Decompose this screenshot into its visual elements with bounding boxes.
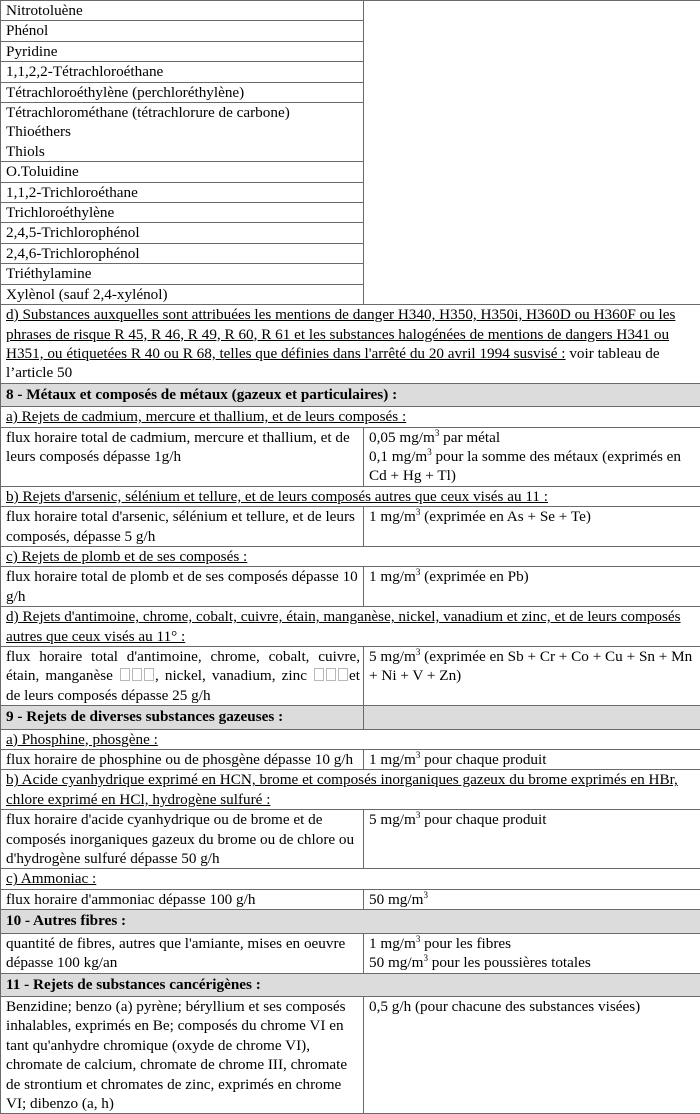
section-title: 9 - Rejets de diverses substances gazeuses : — [1, 706, 364, 729]
subsection-heading-row — [1, 770, 700, 810]
substance-name: Thioéthers — [6, 122, 360, 141]
missing-glyph-icon — [314, 668, 324, 681]
substance-name: O.Toluidine — [1, 162, 364, 182]
limit-row — [1, 933, 700, 973]
substance-name: Pyridine — [1, 41, 364, 61]
substance-name: Thiols — [6, 142, 360, 161]
condition-text: quantité de fibres, autres que l'amiante, mises en oeuvre dépasse 100 kg/an — [1, 933, 364, 973]
limit-value: 50 $mg/m^3$ — [364, 889, 700, 909]
limit-row — [1, 647, 700, 706]
condition-text: flux horaire d'ammoniac dépasse 100 g/h — [1, 889, 364, 909]
substance-name: Tétrachlorométhane (tétrachlorure de carbone) — [6, 103, 360, 122]
missing-glyph-icon — [338, 668, 348, 681]
limit-value — [364, 427, 700, 486]
condition-text: flux horaire d'acide cyanhydrique ou de brome et de composés inorganiques gazeux du brome ou de chlore ou d'hydrogène sulfuré dépasse 50 g/h — [1, 810, 364, 869]
condition-text: flux horaire total de cadmium, mercure et thallium, et de leurs composés dépasse 1g/h — [1, 427, 364, 486]
limit-line: 0,05 $mg/m^3$ par métal — [369, 428, 699, 447]
limit-row — [1, 996, 700, 1113]
missing-glyph-icon — [144, 668, 154, 681]
limit-value: 1 $mg/m^3$ (exprimée en As + Se + Te) — [364, 507, 700, 547]
subsection-heading: a) Phosphine, phosgène : — [6, 731, 158, 748]
limit-line: 0,1 $mg/m^3$ pour la somme des métaux (exprimés en Cd + Hg + Tl) — [369, 447, 699, 486]
substance-group — [1, 103, 364, 162]
section-title: 11 - Rejets de substances cancérigènes : — [1, 973, 700, 996]
subsection-heading-row — [1, 607, 700, 647]
limit-row — [1, 507, 700, 547]
limit-value: 1 $mg/m^3$ (exprimée en Pb) — [364, 567, 700, 607]
subsection-heading-row — [1, 407, 700, 427]
substance-name: Trichloroéthylène — [1, 203, 364, 223]
limit-row — [1, 750, 700, 770]
missing-glyph-icon — [132, 668, 142, 681]
subsection-heading: a) Rejets de cadmium, mercure et thallium, et de leurs composés : — [6, 408, 406, 425]
subsection-heading-row — [1, 486, 700, 506]
limit-row — [1, 889, 700, 909]
subsection-heading-row — [1, 869, 700, 889]
substance-name: Nitrotoluène — [1, 1, 364, 21]
subsection-heading: c) Ammoniac : — [6, 870, 96, 887]
limit-value: 5 $mg/m^3$ pour chaque produit — [364, 810, 700, 869]
condition-text: flux horaire de phosphine ou de phosgène dépasse 10 g/h — [1, 750, 364, 770]
cmr-heading: d) Substances auxquelles sont attribuées les mentions de danger H340, H350, H350i, H360D ou H360F ou les phrases de risque R 45, R 46, R 49, R 60, R 61 et les substances halogénées de mentions de dangers H341 ou H351, ou étiquetées R 40 ou R 68, telles que définies dans l'arrêté du 20 avril 1994 susvisé : — [6, 306, 675, 362]
section-header-9 — [1, 706, 700, 729]
limit-line: 50 $mg/m^3$ pour les poussières totales — [369, 953, 699, 972]
section-header-11 — [1, 973, 700, 996]
section-header-10 — [1, 910, 700, 933]
missing-glyph-icon — [326, 668, 336, 681]
substance-row — [1, 1, 700, 21]
section-header-8 — [1, 383, 700, 406]
substance-name: 2,4,5-Trichlorophénol — [1, 223, 364, 243]
subsection-heading-row — [1, 729, 700, 749]
limit-row — [1, 567, 700, 607]
cmr-substances-row — [1, 305, 700, 384]
section-title: 10 - Autres fibres : — [1, 910, 700, 933]
subsection-heading: b) Rejets d'arsenic, sélénium et tellure, et de leurs composés autres que ceux visés au 11 : — [6, 488, 548, 505]
substance-name: Triéthylamine — [1, 264, 364, 284]
cmr-reference: voir tableau de l’article 50 — [6, 345, 660, 381]
substance-name: Xylènol (sauf 2,4-xylénol) — [1, 284, 364, 304]
condition-text: flux horaire total de plomb et de ses composés dépasse 10 g/h — [1, 567, 364, 607]
cmr-substances-text — [1, 305, 700, 384]
limit-value — [364, 933, 700, 973]
subsection-heading-row — [1, 546, 700, 566]
section-title: 8 - Métaux et composés de métaux (gazeux et particulaires) : — [1, 383, 700, 406]
condition-text: Benzidine; benzo (a) pyrène; béryllium et ses composés inhalables, exprimés en Be; composés du chrome VI en tant qu'anhydre chromique (oxyde de chrome VI), chromate de calcium, chromate de chrome III, chromate de strontium et chromates de zinc, exprimés en chrome VI; dibenzo (a, h) — [1, 996, 364, 1113]
limit-value: 5 $mg/m^3$ (exprimée en Sb + Cr + Co + Cu + Sn + Mn + Ni + V + Zn) — [364, 647, 700, 706]
empty-limit-cell — [364, 1, 700, 305]
condition-text: flux horaire total d'arsenic, sélénium et tellure, et de leurs composés, dépasse 5 g/h — [1, 507, 364, 547]
substance-name: Tétrachloroéthylène (perchloréthylène) — [1, 82, 364, 102]
limit-row — [1, 427, 700, 486]
subsection-heading: c) Rejets de plomb et de ses composés : — [6, 548, 247, 565]
substance-name: 1,1,2-Trichloroéthane — [1, 182, 364, 202]
condition-text: flux horaire total d'antimoine, chrome, cobalt, cuivre, étain, manganèse , nickel, vanadium, zinc et de leurs composés dépasse 25 g/h — [1, 647, 364, 706]
limit-value: 1 $mg/m^3$ pour chaque produit — [364, 750, 700, 770]
subsection-heading: d) Rejets d'antimoine, chrome, cobalt, cuivre, étain, manganèse, nickel, vanadium et zinc, et de leurs composés autres que ceux visés au 11° : — [6, 608, 681, 644]
limit-value: 0,5 g/h (pour chacune des substances visées) — [364, 996, 700, 1113]
section-header-empty-cell — [364, 706, 700, 729]
limit-row — [1, 810, 700, 869]
substance-name: Phénol — [1, 21, 364, 41]
substance-name: 1,1,2,2-Tétrachloroéthane — [1, 62, 364, 82]
substance-name: 2,4,6-Trichlorophénol — [1, 243, 364, 263]
missing-glyph-icon — [120, 668, 130, 681]
limit-line: 1 $mg/m^3$ pour les fibres — [369, 934, 699, 953]
subsection-heading: b) Acide cyanhydrique exprimé en HCN, brome et composés inorganiques gazeux du brome exprimés en HBr, chlore exprimé en HCl, hydrogène sulfuré : — [6, 771, 678, 807]
